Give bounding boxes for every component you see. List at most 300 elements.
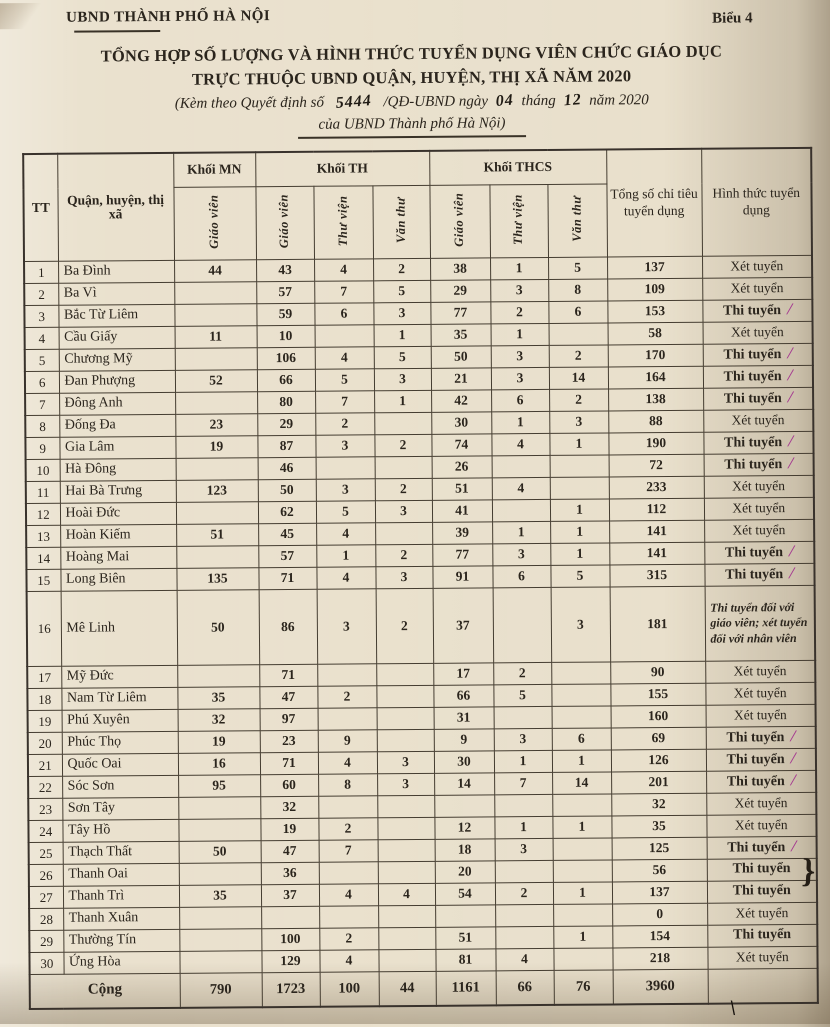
cell-method	[703, 365, 813, 388]
cell-th-gv: 43	[256, 259, 314, 281]
cell-th-vt	[378, 905, 435, 927]
cell-total: 155	[610, 683, 705, 706]
cell-thcs-gv: 21	[431, 368, 491, 390]
cell-thcs-vt: 14	[552, 772, 611, 794]
cell-th-tv: 4	[315, 347, 374, 369]
cell-method	[703, 321, 813, 344]
cell-mn-gv: 32	[178, 709, 260, 732]
cell-th-vt: 3	[377, 773, 434, 795]
cell-th-tv: 3	[317, 589, 377, 664]
cell-thcs-vt: 1	[553, 926, 612, 948]
cell-th-gv: 47	[261, 840, 319, 862]
pen-checkmark-icon: /	[790, 837, 797, 856]
method-label: Thi tuyển	[732, 883, 791, 899]
cell-thcs-tv: 3	[495, 838, 553, 860]
cell-thcs-gv: 29	[430, 280, 490, 302]
pen-checkmark-icon: /	[786, 388, 793, 407]
table-body	[24, 255, 818, 974]
cell-thcs-tv: 1	[491, 323, 549, 345]
org-underline	[74, 30, 160, 33]
cell-th-vt: 2	[374, 434, 431, 456]
cell-total: 315	[609, 564, 704, 587]
cell-th-tv: 7	[319, 840, 378, 862]
cell-th-vt	[378, 949, 435, 971]
pen-checkmark-icon: /	[788, 564, 795, 583]
cell-th-gv	[261, 906, 319, 928]
total-th-vt: 44	[379, 971, 436, 1005]
cell-thcs-tv: 1	[490, 257, 548, 279]
cell-th-tv	[317, 664, 376, 686]
cell-thcs-tv: 3	[490, 279, 548, 301]
cell-district: Phúc Thọ	[62, 731, 178, 754]
cell-total: 137	[612, 881, 707, 904]
cell-th-vt: 2	[375, 478, 432, 500]
header-group-thcs: Khối THCS	[429, 149, 606, 185]
total-th-tv: 100	[320, 972, 379, 1006]
cell-total: 160	[611, 705, 706, 728]
cell-thcs-vt: 1	[553, 882, 612, 904]
cell-district: Sóc Sơn	[62, 775, 178, 798]
cell-total: 69	[611, 727, 706, 750]
cell-method	[703, 431, 813, 454]
issuing-organization: UBND THÀNH PHỐ HÀ NỘI	[66, 8, 271, 26]
cell-th-gv: 86	[259, 589, 318, 664]
method-label: Xét tuyển	[732, 522, 786, 538]
cell-mn-gv	[179, 951, 261, 974]
cell-mn-gv	[178, 819, 260, 842]
method-label: Thi tuyển	[726, 773, 785, 790]
table-header	[23, 148, 812, 262]
cell-mn-gv: 11	[175, 326, 257, 349]
decision-reference-line2	[0, 113, 827, 142]
cell-th-tv: 5	[316, 501, 375, 523]
cell-th-gv: 71	[259, 664, 317, 686]
method-label: Thi tuyển	[724, 434, 783, 451]
cell-total: 109	[607, 278, 702, 301]
cell-method	[707, 902, 817, 925]
cell-district: Sơn Tây	[62, 797, 178, 820]
header-th-teacher: Giáo viên	[255, 186, 314, 259]
cell-mn-gv	[177, 665, 259, 688]
cell-thcs-vt	[551, 684, 610, 706]
cell-th-gv: 23	[260, 730, 318, 752]
cell-thcs-gv: 51	[432, 478, 492, 500]
cell-th-vt: 3	[375, 566, 432, 588]
cell-th-tv	[316, 457, 375, 479]
cell-th-vt: 3	[374, 368, 431, 390]
cell-method	[704, 475, 814, 498]
cell-district: Thanh Trì	[63, 885, 179, 908]
cell-mn-gv: 19	[175, 436, 257, 459]
cell-method	[705, 660, 815, 683]
cell-total: 88	[608, 410, 703, 433]
cell-th-gv: 32	[260, 796, 318, 818]
cell-method	[703, 409, 813, 432]
cell-th-vt: 2	[373, 258, 430, 280]
method-label: Xét tuyển	[730, 258, 784, 274]
subtitle-mid2: tháng	[521, 92, 556, 110]
header-thcs-clerical: Văn thư	[547, 184, 607, 257]
pen-checkmark-icon: /	[789, 727, 796, 746]
cell-total: 137	[607, 256, 702, 279]
method-label: Thi tuyển	[724, 456, 783, 473]
cell-th-tv: 9	[318, 730, 377, 752]
cell-th-tv: 4	[319, 950, 378, 972]
cell-thcs-vt	[551, 662, 610, 684]
cell-th-tv: 4	[314, 259, 373, 281]
cell-district: Thạch Thất	[63, 841, 179, 864]
cell-thcs-vt: 1	[550, 499, 609, 521]
cell-method	[707, 836, 817, 859]
cell-total: 56	[612, 859, 707, 882]
cell-mn-gv: 35	[179, 885, 261, 908]
cell-thcs-gv: 74	[431, 434, 491, 456]
cell-thcs-gv: 81	[435, 949, 495, 971]
method-label: Thi tuyển đối với giáo viên; xét tuyển đối với nhân viên	[710, 599, 808, 646]
cell-mn-gv	[179, 929, 261, 952]
pen-checkmark-icon: /	[789, 771, 796, 790]
method-label: Thi tuyển	[723, 368, 782, 385]
cell-thcs-tv	[495, 860, 553, 882]
method-label: Thi tuyển	[723, 346, 782, 363]
cell-th-gv: 45	[258, 523, 316, 545]
cell-thcs-tv	[492, 499, 550, 521]
cell-th-tv: 7	[315, 391, 374, 413]
cell-mn-gv	[176, 502, 258, 525]
method-label: Thi tuyển	[733, 927, 792, 943]
cell-thcs-vt: 1	[552, 750, 611, 772]
cell-th-gv: 71	[260, 752, 318, 774]
cell-thcs-gv: 38	[430, 258, 490, 280]
form-number-label: Biểu 4	[712, 10, 753, 27]
cell-method	[707, 858, 817, 881]
cell-thcs-tv: 3	[494, 728, 552, 750]
cell-thcs-gv: 30	[434, 751, 494, 773]
cell-thcs-tv: 6	[491, 389, 549, 411]
cell-thcs-gv: 54	[435, 883, 495, 905]
cell-tt: 26	[29, 864, 63, 886]
handwritten-month: 12	[562, 91, 583, 110]
cell-th-tv: 3	[316, 479, 375, 501]
cell-district: Nam Từ Liêm	[61, 687, 177, 710]
cell-thcs-tv	[495, 904, 553, 926]
cell-th-vt	[374, 412, 431, 434]
cell-method	[702, 255, 812, 278]
cell-th-gv: 10	[257, 325, 315, 347]
cell-method	[706, 726, 816, 749]
cell-thcs-tv: 7	[494, 772, 552, 794]
header-total: Tổng số chỉ tiêu tuyển dụng	[606, 149, 702, 257]
cell-tt: 17	[27, 666, 61, 688]
cell-th-gv: 19	[260, 818, 318, 840]
cell-tt: 16	[27, 591, 62, 666]
cell-thcs-vt	[550, 477, 609, 499]
cell-tt: 13	[26, 525, 60, 547]
cell-th-tv: 2	[318, 818, 377, 840]
cell-thcs-tv: 5	[493, 684, 551, 706]
cell-total: 153	[607, 300, 702, 323]
cell-total: 170	[608, 344, 703, 367]
handwritten-day: 04	[495, 91, 515, 110]
method-label: Thi tuyển	[725, 566, 784, 583]
cell-total: 141	[609, 520, 704, 543]
cell-th-tv: 1	[316, 545, 375, 567]
cell-th-vt: 2	[375, 544, 432, 566]
cell-thcs-tv: 1	[492, 521, 550, 543]
cell-th-gv: 100	[261, 928, 319, 950]
cell-th-vt: 1	[374, 324, 431, 346]
cell-thcs-vt: 14	[549, 367, 608, 389]
cell-thcs-tv: 2	[490, 301, 548, 323]
cell-district: Phú Xuyên	[62, 709, 178, 732]
cell-th-gv: 129	[261, 950, 319, 972]
method-label: Xét tuyển	[733, 663, 787, 679]
cell-district: Ba Vì	[58, 282, 174, 305]
cell-thcs-tv: 2	[493, 662, 551, 684]
cell-district: Long Biên	[60, 568, 176, 591]
cell-th-vt: 4	[378, 883, 435, 905]
cell-mn-gv: 135	[176, 568, 258, 591]
subtitle-mid3: năm 2020	[589, 92, 649, 109]
subtitle-pre: (Kèm theo Quyết định số	[174, 94, 324, 112]
cell-tt: 19	[28, 710, 62, 732]
cell-th-tv: 2	[315, 413, 374, 435]
cell-tt: 27	[29, 886, 63, 908]
cell-thcs-gv: 42	[431, 390, 491, 412]
total-label: Cộng	[30, 973, 180, 1008]
cell-mn-gv	[175, 348, 257, 371]
cell-thcs-gv: 39	[432, 522, 492, 544]
total-row	[30, 968, 818, 1008]
handwritten-decision-number: 5444	[335, 92, 373, 112]
cell-total: 90	[610, 661, 705, 684]
cell-method	[704, 563, 814, 586]
cell-thcs-vt	[550, 455, 609, 477]
cell-th-tv: 4	[318, 752, 377, 774]
cell-thcs-gv: 50	[431, 346, 491, 368]
cell-district: Ứng Hòa	[63, 951, 179, 974]
header-thcs-library: Thư viện	[489, 184, 548, 257]
cell-th-tv: 4	[319, 884, 378, 906]
cell-tt: 2	[24, 283, 58, 305]
document-title-line1: TỔNG HỢP SỐ LƯỢNG VÀ HÌNH THỨC TUYỂN DỤNG VIÊN CHỨC GIÁO DỤC	[100, 41, 723, 66]
cell-thcs-vt: 3	[551, 587, 611, 662]
cell-thcs-gv: 9	[434, 729, 494, 751]
cell-thcs-tv: 1	[494, 816, 552, 838]
cell-th-vt	[376, 685, 433, 707]
cell-district: Hoàn Kiếm	[60, 524, 176, 547]
cell-th-vt	[376, 663, 433, 685]
cell-thcs-gv: 77	[430, 302, 490, 324]
cell-tt: 8	[25, 415, 59, 437]
cell-thcs-gv: 14	[434, 773, 494, 795]
cell-thcs-tv: 1	[491, 411, 549, 433]
table-row	[27, 585, 816, 666]
cell-thcs-gv: 18	[435, 839, 495, 861]
cell-th-vt	[377, 795, 434, 817]
cell-th-gv: 59	[256, 303, 314, 325]
cell-th-gv: 50	[258, 479, 316, 501]
cell-th-vt	[377, 817, 434, 839]
cell-district: Đông Anh	[59, 392, 175, 415]
method-label: Xét tuyển	[735, 905, 789, 921]
cell-method	[702, 299, 812, 322]
header-group-th: Khối TH	[255, 151, 429, 187]
cell-tt: 29	[29, 930, 63, 952]
cell-tt: 4	[25, 327, 59, 349]
cell-mn-gv: 50	[179, 841, 261, 864]
cell-total: 138	[608, 388, 703, 411]
cell-thcs-vt	[553, 838, 612, 860]
cell-thcs-tv: 4	[492, 477, 550, 499]
cell-thcs-tv: 1	[494, 750, 552, 772]
cell-th-vt: 3	[375, 500, 432, 522]
header-th-clerical: Văn thư	[372, 185, 430, 258]
cell-district: Hoàng Mai	[60, 546, 176, 569]
cell-mn-gv	[176, 458, 258, 481]
cell-tt: 11	[26, 481, 60, 503]
total-th-gv: 1723	[262, 972, 320, 1006]
method-label: Xét tuyển	[733, 685, 787, 701]
cell-thcs-tv	[494, 706, 552, 728]
header-method: Hình thức tuyển dụng	[701, 148, 812, 256]
cell-district: Ba Đình	[58, 260, 174, 283]
cell-thcs-vt	[552, 706, 611, 728]
cell-thcs-gv: 41	[432, 500, 492, 522]
cell-th-vt	[375, 456, 432, 478]
cell-method	[707, 946, 817, 969]
cell-th-vt	[377, 729, 434, 751]
cell-total: 190	[608, 432, 703, 455]
cell-thcs-vt: 2	[549, 389, 608, 411]
method-label: Thi tuyển	[726, 729, 785, 746]
cell-thcs-vt: 8	[548, 279, 607, 301]
cell-district: Mỹ Đức	[61, 665, 177, 688]
cell-mn-gv	[176, 546, 258, 569]
cell-th-tv: 4	[316, 523, 375, 545]
cell-th-tv	[319, 862, 378, 884]
method-label: Thi tuyển	[732, 861, 791, 877]
method-label: Thi tuyển	[727, 839, 786, 856]
recruitment-summary-table	[22, 147, 819, 1010]
pen-checkmark-icon: /	[786, 300, 793, 319]
cell-th-gv: 80	[257, 391, 315, 413]
cell-mn-gv: 95	[178, 775, 260, 798]
cell-thcs-vt: 1	[549, 433, 608, 455]
cell-thcs-tv: 2	[495, 882, 553, 904]
pen-checkmark-icon: /	[788, 542, 795, 561]
cell-thcs-vt: 5	[550, 565, 609, 587]
cell-district: Thanh Xuân	[63, 907, 179, 930]
cell-tt: 24	[28, 820, 62, 842]
cell-district: Mê Linh	[61, 590, 178, 666]
cell-mn-gv	[174, 282, 256, 305]
cell-th-gv: 66	[257, 369, 315, 391]
cell-thcs-vt: 6	[552, 728, 611, 750]
cell-method	[703, 387, 813, 410]
cell-thcs-tv: 6	[492, 565, 550, 587]
cell-district: Quốc Oai	[62, 753, 178, 776]
cell-thcs-gv	[435, 905, 495, 927]
cell-thcs-tv	[493, 587, 552, 662]
cell-thcs-vt: 3	[549, 411, 608, 433]
cell-th-tv	[318, 796, 377, 818]
cell-th-tv: 2	[317, 686, 376, 708]
cell-thcs-tv: 4	[495, 948, 553, 970]
cell-th-tv: 6	[314, 303, 373, 325]
cell-tt: 30	[29, 952, 63, 974]
cell-district: Gia Lâm	[59, 436, 175, 459]
cell-thcs-gv: 26	[432, 456, 492, 478]
cell-th-gv: 47	[259, 686, 317, 708]
cell-total: 201	[611, 771, 706, 794]
cell-mn-gv: 19	[178, 731, 260, 754]
cell-district: Đống Đa	[59, 414, 175, 437]
cell-mn-gv: 51	[176, 524, 258, 547]
cell-thcs-vt: 1	[552, 816, 611, 838]
pen-checkmark-icon: /	[787, 432, 794, 451]
method-label: Thi tuyển	[723, 390, 782, 407]
cell-mn-gv	[178, 797, 260, 820]
cell-th-tv: 7	[314, 281, 373, 303]
cell-thcs-vt: 1	[550, 543, 609, 565]
cell-thcs-vt	[552, 794, 611, 816]
cell-district: Thanh Oai	[63, 863, 179, 886]
method-label: Thi tuyển	[724, 544, 784, 561]
cell-method	[706, 792, 816, 815]
cell-district: Thường Tín	[63, 929, 179, 952]
cell-mn-gv	[175, 392, 257, 415]
cell-th-gv: 60	[260, 774, 318, 796]
cell-thcs-vt	[553, 860, 612, 882]
cell-tt: 12	[26, 503, 60, 525]
cell-district: Cầu Giấy	[59, 326, 175, 349]
cell-method	[706, 748, 816, 771]
total-sum: 3960	[613, 969, 708, 1004]
cell-tt: 20	[28, 732, 62, 754]
cell-thcs-vt: 1	[550, 521, 609, 543]
cell-tt: 5	[25, 349, 59, 371]
total-thcs-gv: 1161	[436, 971, 496, 1005]
cell-district: Chương Mỹ	[59, 348, 175, 371]
total-method-empty	[708, 968, 818, 1003]
total-mn-gv: 790	[180, 973, 262, 1008]
cell-mn-gv: 35	[177, 687, 259, 710]
cell-tt: 23	[28, 798, 62, 820]
cell-th-gv: 37	[261, 884, 319, 906]
cell-mn-gv	[179, 907, 261, 930]
cell-th-vt: 3	[373, 302, 430, 324]
cell-th-vt: 3	[377, 751, 434, 773]
cell-district: Đan Phượng	[59, 370, 175, 393]
cell-th-vt	[378, 861, 435, 883]
cell-th-tv: 5	[315, 369, 374, 391]
cell-method	[706, 814, 816, 837]
cell-th-gv: 71	[258, 567, 316, 589]
cell-method	[707, 924, 817, 947]
cell-tt: 21	[28, 754, 62, 776]
cell-th-gv: 62	[258, 501, 316, 523]
cell-th-tv: 3	[315, 435, 374, 457]
cell-tt: 15	[26, 569, 60, 591]
header-mn-teacher: Giáo viên	[173, 187, 256, 261]
cell-mn-gv: 52	[175, 370, 257, 393]
pen-checkmark-icon: /	[787, 454, 794, 473]
cell-total: 164	[608, 366, 703, 389]
cell-th-tv	[318, 708, 377, 730]
method-label: Thi tuyển	[726, 751, 785, 768]
cell-thcs-tv: 3	[491, 345, 549, 367]
